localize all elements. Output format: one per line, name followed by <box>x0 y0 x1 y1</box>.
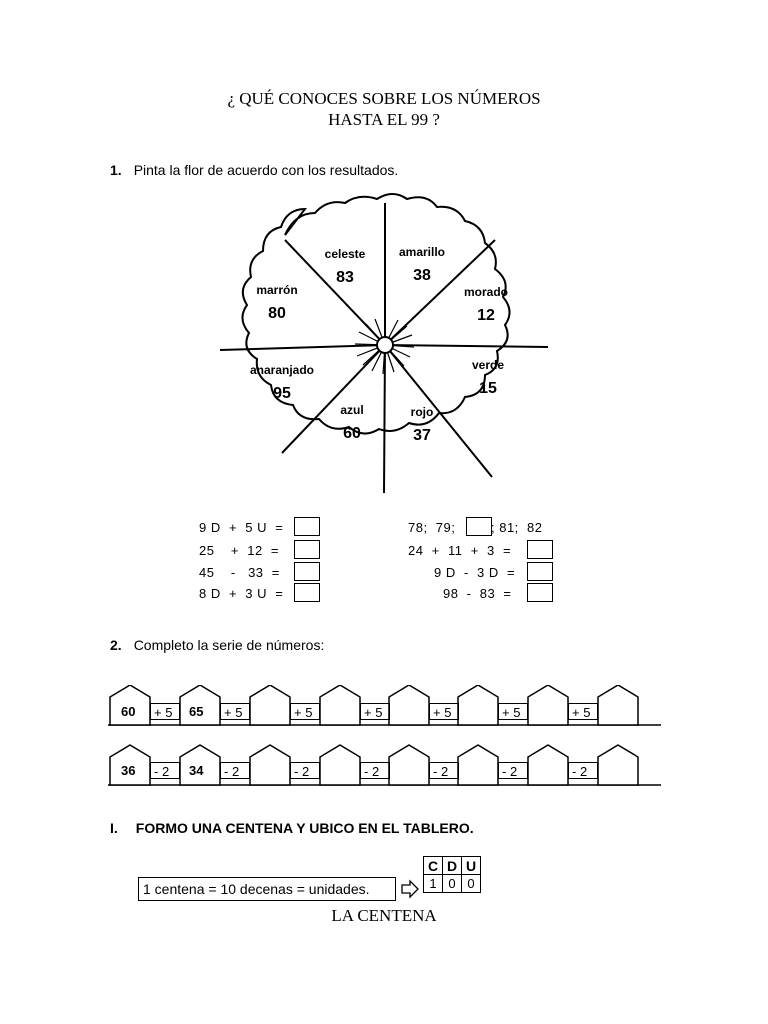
petal-anaranjado[interactable] <box>237 363 327 403</box>
petal-amarillo[interactable] <box>377 245 467 285</box>
operator-box: - 2 <box>568 762 598 779</box>
petal-color-label: morado <box>463 285 508 299</box>
house-box[interactable] <box>250 685 290 725</box>
petal-value: 15 <box>479 380 497 397</box>
petal-color-label: rojo <box>410 405 434 419</box>
formula-box: 1 centena = 10 decenas = unidades. <box>138 877 396 901</box>
flower-diagram <box>200 185 570 505</box>
equation-left-1: 9 D + 5 U = <box>199 520 284 535</box>
question-1-text: Pinta la flor de acuerdo con los resultados. <box>133 162 399 178</box>
board-header-u: U <box>462 857 481 875</box>
petal-color-label: marrón <box>256 283 298 297</box>
equation-right-1: 24 + 11 + 3 = <box>408 543 512 558</box>
title-line-1: ¿ QUÉ CONOCES SOBRE LOS NÚMEROS <box>227 89 541 108</box>
sequence-prefix: 78; 79; <box>408 520 456 535</box>
series2-value-1: 36 <box>121 763 136 778</box>
series2-value-2: 34 <box>189 763 204 778</box>
equation-right-2: 9 D - 3 D = <box>434 565 516 580</box>
operator-box: + 5 <box>429 703 459 720</box>
operator-box: - 2 <box>290 762 320 779</box>
operator-box: + 5 <box>150 703 180 720</box>
operator-box: - 2 <box>220 762 250 779</box>
question-2-number: 2. <box>110 637 122 653</box>
sequence-suffix: ; 81; 82 <box>491 520 543 535</box>
section-3-heading <box>110 820 474 836</box>
equation-left-4: 8 D + 3 U = <box>199 586 284 601</box>
question-1 <box>110 162 398 178</box>
arrow-right-icon <box>400 879 420 899</box>
house-box[interactable] <box>528 745 568 785</box>
petal-color-label: verde <box>471 358 505 372</box>
petal-value: 95 <box>273 385 291 402</box>
title-line-2: HASTA EL 99 ? <box>328 110 440 129</box>
page-title <box>0 88 768 130</box>
petal-value: 83 <box>336 269 354 286</box>
answer-box[interactable] <box>527 562 553 581</box>
answer-box[interactable] <box>527 540 553 559</box>
answer-box[interactable] <box>294 517 320 536</box>
house-box[interactable] <box>389 685 429 725</box>
petal-verde[interactable] <box>443 358 533 398</box>
petal-color-label: azul <box>340 403 364 417</box>
petal-azul[interactable] <box>307 403 397 443</box>
petal-color-label: anaranjado <box>249 363 315 377</box>
house-box[interactable] <box>598 745 638 785</box>
operator-box: - 2 <box>498 762 528 779</box>
petal-value: 80 <box>268 305 286 322</box>
operator-box: - 2 <box>150 762 180 779</box>
petal-morado[interactable] <box>441 285 531 325</box>
flower-center <box>377 337 393 353</box>
petal-value: 37 <box>413 427 431 444</box>
house-box[interactable] <box>598 685 638 725</box>
board-value-d[interactable]: 0 <box>443 875 462 893</box>
petal-value: 60 <box>343 425 361 442</box>
board-value-c[interactable]: 1 <box>424 875 443 893</box>
house-box[interactable] <box>458 745 498 785</box>
equation-right-3: 98 - 83 = <box>443 586 512 601</box>
house-box[interactable] <box>528 685 568 725</box>
petal-color-label: celeste <box>324 247 366 261</box>
operator-box: + 5 <box>498 703 528 720</box>
operator-box: + 5 <box>568 703 598 720</box>
answer-box[interactable] <box>294 562 320 581</box>
section-subtitle: LA CENTENA <box>331 906 437 925</box>
operator-box: + 5 <box>290 703 320 720</box>
question-1-number: 1. <box>110 162 122 178</box>
petal-value: 12 <box>477 307 495 324</box>
equation-left-2: 25 + 12 = <box>199 543 279 558</box>
operator-box: + 5 <box>360 703 390 720</box>
answer-box[interactable] <box>294 583 320 602</box>
section-3-text: FORMO UNA CENTENA Y UBICO EN EL TABLERO. <box>135 820 474 836</box>
petal-color-label: amarillo <box>398 245 446 259</box>
answer-box[interactable] <box>466 517 492 536</box>
section-3-number: I. <box>110 820 118 836</box>
house-box[interactable] <box>320 745 360 785</box>
board-value-u[interactable]: 0 <box>462 875 481 893</box>
place-value-board <box>423 856 481 893</box>
board-header-d: D <box>443 857 462 875</box>
operator-box: + 5 <box>220 703 250 720</box>
series1-value-2: 65 <box>189 704 204 719</box>
equation-left-3: 45 - 33 = <box>199 565 280 580</box>
series1-value-1: 60 <box>121 704 136 719</box>
answer-box[interactable] <box>527 583 553 602</box>
board-header-c: C <box>424 857 443 875</box>
operator-box: - 2 <box>429 762 459 779</box>
house-box[interactable] <box>458 685 498 725</box>
house-box[interactable] <box>389 745 429 785</box>
question-2 <box>110 637 324 653</box>
question-2-text: Completo la serie de números: <box>133 637 325 653</box>
petal-value: 38 <box>413 267 431 284</box>
house-box[interactable] <box>320 685 360 725</box>
house-box[interactable] <box>250 745 290 785</box>
answer-box[interactable] <box>294 540 320 559</box>
operator-box: - 2 <box>360 762 390 779</box>
petal-marron[interactable] <box>232 283 322 323</box>
